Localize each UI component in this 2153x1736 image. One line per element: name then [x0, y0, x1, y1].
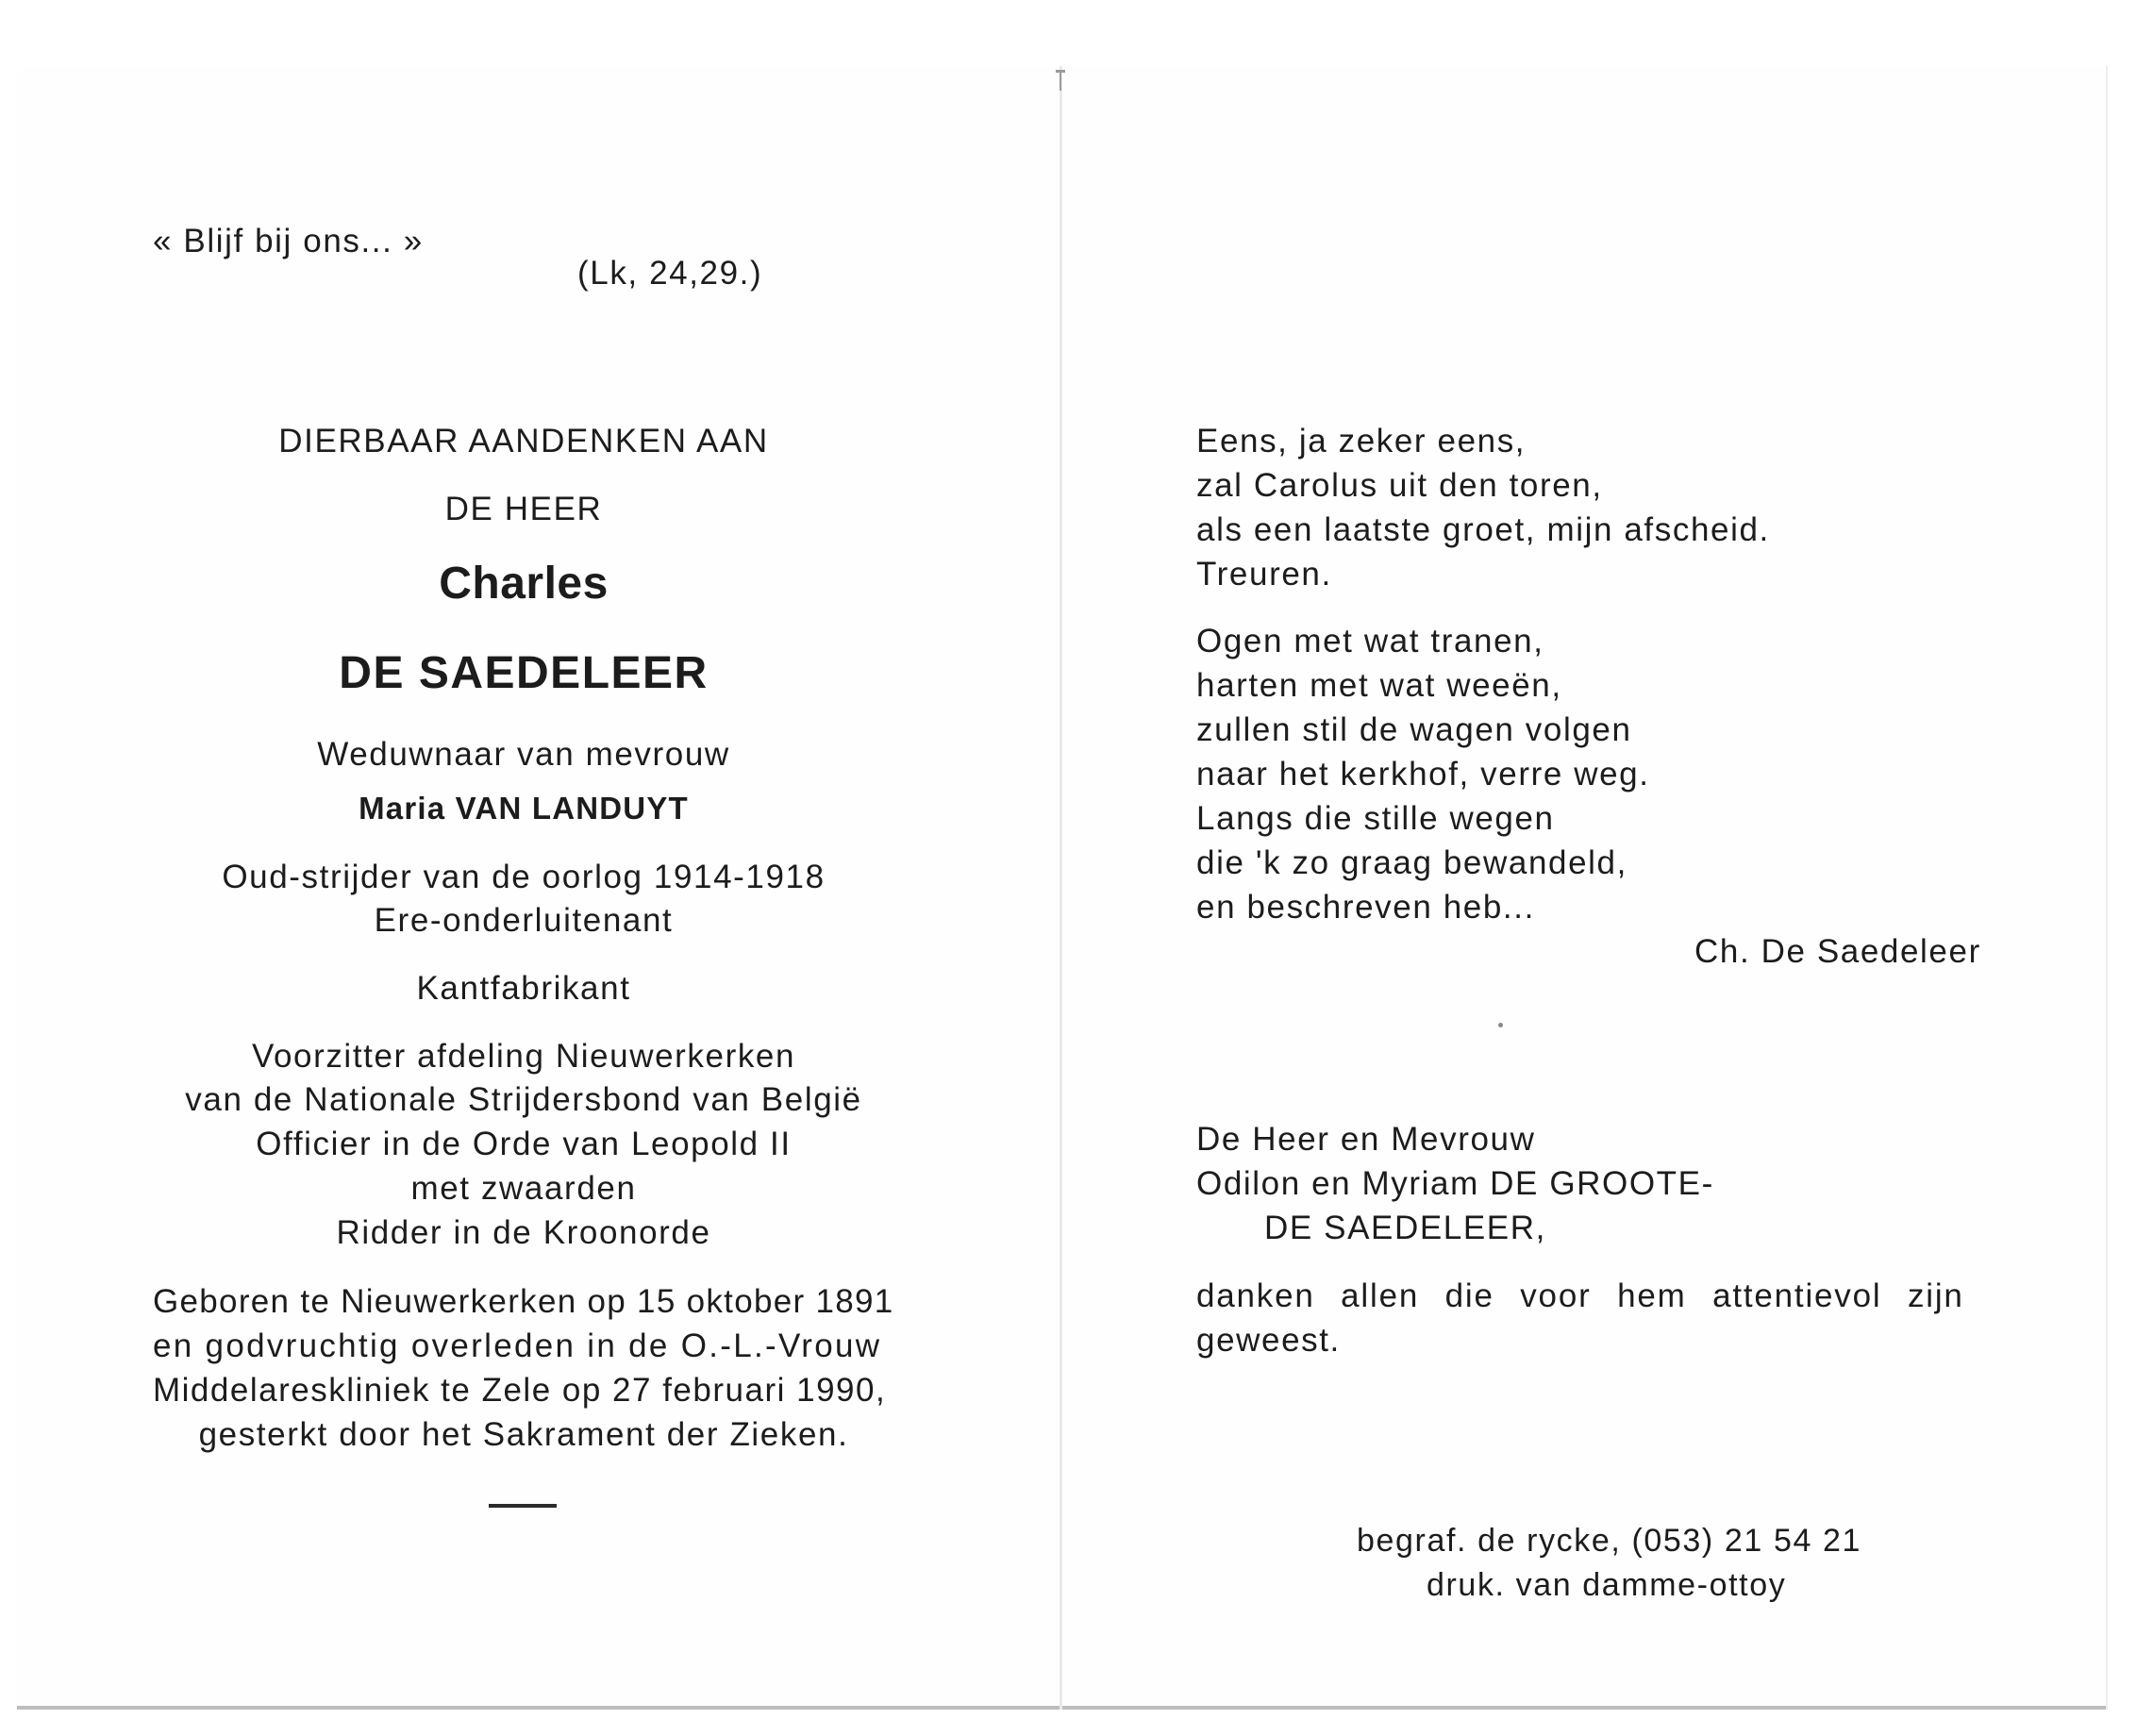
honor-line: van de Nationale Strijdersbond van België [185, 1081, 862, 1118]
card-right-edge [2106, 66, 2108, 1710]
epigraph: « Blijf bij ons... » [153, 223, 424, 259]
poem-line: Eens, ja zeker eens, [1196, 423, 1527, 459]
first-name: Charles [439, 559, 609, 609]
honorific-title: DE HEER [444, 491, 603, 527]
thanks-line: geweest. [1196, 1322, 1341, 1359]
honor-line: met zwaarden [410, 1170, 637, 1207]
poem-line: als een laatste groet, mijn afscheid. [1196, 511, 1770, 548]
poem-line: Treuren. [1196, 556, 1332, 593]
heading: DIERBAAR AANDENKEN AAN [278, 423, 769, 459]
printer-line: begraf. de rycke, (053) 21 54 21 [1357, 1523, 1862, 1559]
poem-line: zullen stil de wagen volgen [1196, 711, 1632, 748]
spouse-name: Maria VAN LANDUYT [359, 791, 689, 826]
life-line: gesterkt door het Sakrament der Zieken. [198, 1416, 849, 1453]
life-line: en godvruchtig overleden in de O.-L.-Vrouw [153, 1327, 882, 1364]
card-bottom-edge [17, 1706, 2108, 1710]
paper-speck [1498, 1023, 1503, 1027]
last-name: DE SAEDELEER [339, 648, 709, 698]
life-line: Geboren te Nieuwerkerken op 15 oktober 1891 [153, 1283, 894, 1320]
poem-line: en beschreven heb... [1196, 889, 1535, 926]
scripture-reference: (Lk, 24,29.) [577, 255, 763, 292]
rank: Ere-onderluitenant [374, 902, 674, 939]
card-fold-line [1060, 66, 1062, 1710]
poem-line: naar het kerkhof, verre weg. [1196, 756, 1650, 793]
poem-line: zal Carolus uit den toren, [1196, 467, 1603, 504]
poem-line: Ogen met wat tranen, [1196, 623, 1544, 659]
poem-line: die 'k zo graag bewandeld, [1196, 844, 1627, 881]
poem-line: harten met wat weeën, [1196, 667, 1562, 704]
family-line: De Heer en Mevrouw [1196, 1121, 1536, 1158]
widower-line: Weduwnaar van mevrouw [317, 736, 730, 773]
family-line: DE SAEDELEER, [1264, 1210, 1546, 1246]
fold-mark [1056, 70, 1065, 92]
poem-line: Langs die stille wegen [1196, 800, 1555, 837]
poem-author: Ch. De Saedeleer [1694, 933, 1981, 970]
thanks-line: danken allen die voor hem attentievol zijn [1196, 1277, 1964, 1314]
honor-line: Voorzitter afdeling Nieuwerkerken [251, 1038, 796, 1075]
honor-line: Officier in de Orde van Leopold II [256, 1126, 792, 1162]
life-line: Middelareskliniek te Zele op 27 februari 1990, [153, 1372, 887, 1409]
profession: Kantfabrikant [416, 970, 631, 1007]
honor-line: Ridder in de Kroonorde [336, 1214, 711, 1251]
veteran-line: Oud-strijder van de oorlog 1914-1918 [222, 859, 826, 895]
printer-line: druk. van damme-ottoy [1427, 1567, 1787, 1603]
divider [489, 1504, 557, 1508]
family-line: Odilon en Myriam DE GROOTE- [1196, 1165, 1714, 1202]
